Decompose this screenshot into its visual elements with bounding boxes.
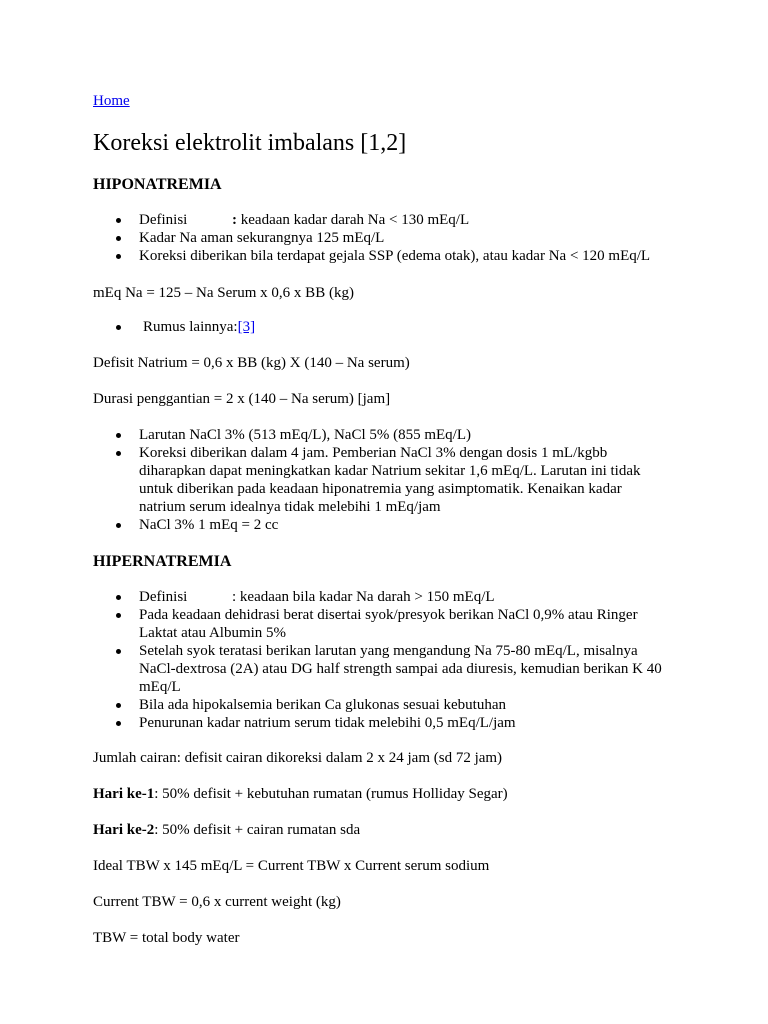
home-link[interactable]: Home: [93, 93, 130, 109]
formula-ideal-tbw: Ideal TBW x 145 mEq/L = Current TBW x Current serum sodium: [93, 858, 490, 874]
list-item: Koreksi diberikan dalam 4 jam. Pemberian NaCl 3% dengan dosis 1 mL/kgbb diharapkan dapat meningkatkan kadar Natrium sekitar 1,6 mEq/L. Larutan ini tidak untuk diberikan pada keadaan hiponatremia yang asimptomatik. Kenaikan kadar natrium serum idealnya tidak melebihi 1 mEq/jam: [93, 444, 669, 516]
list-item: Penurunan kadar natrium serum tidak melebihi 0,5 mEq/L/jam: [93, 714, 713, 732]
formula-defisit-natrium: Defisit Natrium = 0,6 x BB (kg) X (140 – Na serum): [93, 355, 410, 371]
hari-ke-1: [93, 785, 508, 803]
list-item: NaCl 3% 1 mEq = 2 cc: [93, 516, 713, 534]
list-item: Setelah syok teratasi berikan larutan yang mengandung Na 75-80 mEq/L, misalnya NaCl-dextrosa (2A) atau DG half strength sampai ada diuresis, kemudian berikan K 40 mEq/L: [93, 642, 669, 696]
list-item: Larutan NaCl 3% (513 mEq/L), NaCl 5% (855 mEq/L): [93, 426, 713, 444]
list-item: [93, 588, 713, 606]
definition-colon: :: [232, 212, 237, 228]
hari-2-label: Hari ke-2: [93, 822, 155, 838]
list-item: Bila ada hipokalsemia berikan Ca glukonas sesuai kebutuhan: [93, 696, 713, 714]
page-title: Koreksi elektrolit imbalans [1,2]: [93, 130, 407, 156]
list-item: [93, 318, 713, 336]
jumlah-cairan: Jumlah cairan: defisit cairan dikoreksi dalam 2 x 24 jam (sd 72 jam): [93, 750, 503, 766]
definition-text: : keadaan bila kadar Na darah > 150 mEq/L: [232, 589, 495, 605]
hari-1-text: : 50% defisit + kebutuhan rumatan (rumus Holliday Segar): [154, 786, 508, 802]
list-item: Kadar Na aman sekurangnya 125 mEq/L: [93, 229, 713, 247]
hari-ke-2: [93, 821, 360, 839]
rumus-text: Rumus lainnya:: [143, 319, 238, 335]
hipernatremia-list: [93, 588, 713, 732]
hiponatremia-list-2: [93, 426, 713, 534]
hari-2-text: : 50% defisit + cairan rumatan sda: [154, 822, 361, 838]
definition-label: Definisi: [139, 212, 188, 228]
formula-current-tbw: Current TBW = 0,6 x current weight (kg): [93, 894, 341, 910]
rumus-list: [93, 318, 713, 336]
heading-hiponatremia: HIPONATREMIA: [93, 176, 222, 193]
list-item: Pada keadaan dehidrasi berat disertai syok/presyok berikan NaCl 0,9% atau Ringer Laktat atau Albumin 5%: [93, 606, 669, 642]
heading-hipernatremia: HIPERNATREMIA: [93, 553, 232, 570]
hiponatremia-list-1: [93, 211, 713, 265]
reference-link-3[interactable]: [3]: [237, 319, 256, 335]
definition-text: keadaan kadar darah Na < 130 mEq/L: [237, 212, 470, 228]
formula-meq-na: mEq Na = 125 – Na Serum x 0,6 x BB (kg): [93, 285, 354, 301]
formula-durasi: Durasi penggantian = 2 x (140 – Na serum) [jam]: [93, 391, 391, 407]
tbw-definition: TBW = total body water: [93, 930, 240, 946]
definition-label: Definisi: [139, 589, 188, 605]
hari-1-label: Hari ke-1: [93, 786, 155, 802]
list-item: Koreksi diberikan bila terdapat gejala SSP (edema otak), atau kadar Na < 120 mEq/L: [93, 247, 713, 265]
list-item: [93, 211, 713, 229]
